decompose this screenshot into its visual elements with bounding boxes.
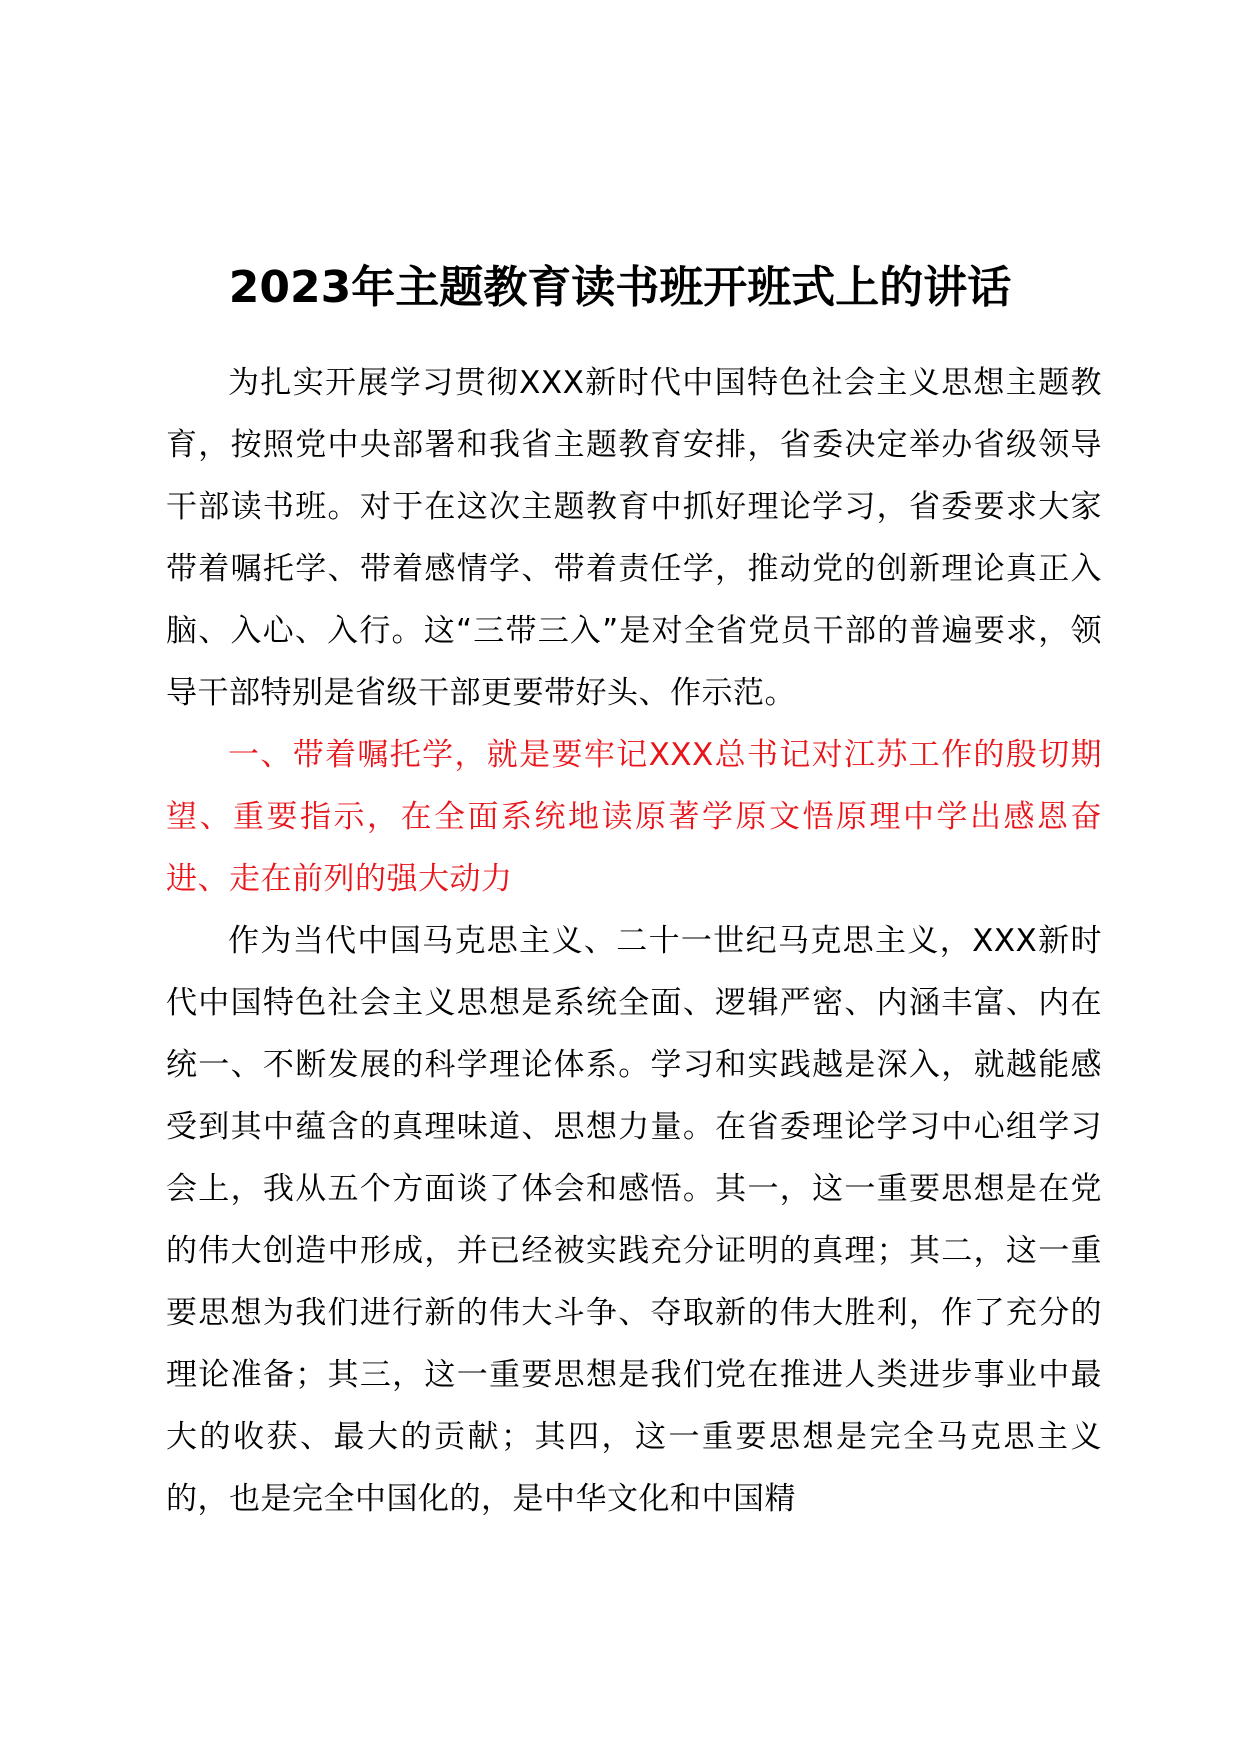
body-paragraph-intro: 为扎实开展学习贯彻XXX新时代中国特色社会主义思想主题教育，按照党中央部署和我省主题教育安排，省委决定举办省级领导干部读书班。对于在这次主题教育中抓好理论学习，省委要求大家带着嘱托学、带着感情学、带着责任学，推动党的创新理论真正入脑、入心、入行。这“三带三入”是对全省党员干部的普遍要求，领导干部特别是省级干部更要带好头、作示范。 (166, 365, 1102, 711)
body-paragraph-section-1: 作为当代中国马克思主义、二十一世纪马克思主义，XXX新时代中国特色社会主义思想是系统全面、逻辑严密、内涵丰富、内在统一、不断发展的科学理论体系。学习和实践越是深入，就越能感受到其中蕴含的真理味道、思想力量。在省委理论学习中心组学习会上，我从五个方面谈了体会和感悟。其一，这一重要思想是在党的伟大创造中形成，并已经被实践充分证明的真理；其二，这一重要思想为我们进行新的伟大斗争、夺取新的伟大胜利，作了充分的理论准备；其三，这一重要思想是我们党在推进人类进步事业中最大的收获、最大的贡献；其四，这一重要思想是完全马克思主义的，也是完全中国化的，是中华文化和中国精 (166, 923, 1102, 1517)
document-body (166, 352, 1102, 1530)
document-title: 2023年主题教育读书班开班式上的讲话 (228, 262, 1012, 313)
section-heading-1: 一、带着嘱托学，就是要牢记XXX总书记对江苏工作的殷切期望、重要指示，在全面系统地读原著学原文悟原理中学出感恩奋进、走在前列的强大动力 (166, 737, 1102, 897)
